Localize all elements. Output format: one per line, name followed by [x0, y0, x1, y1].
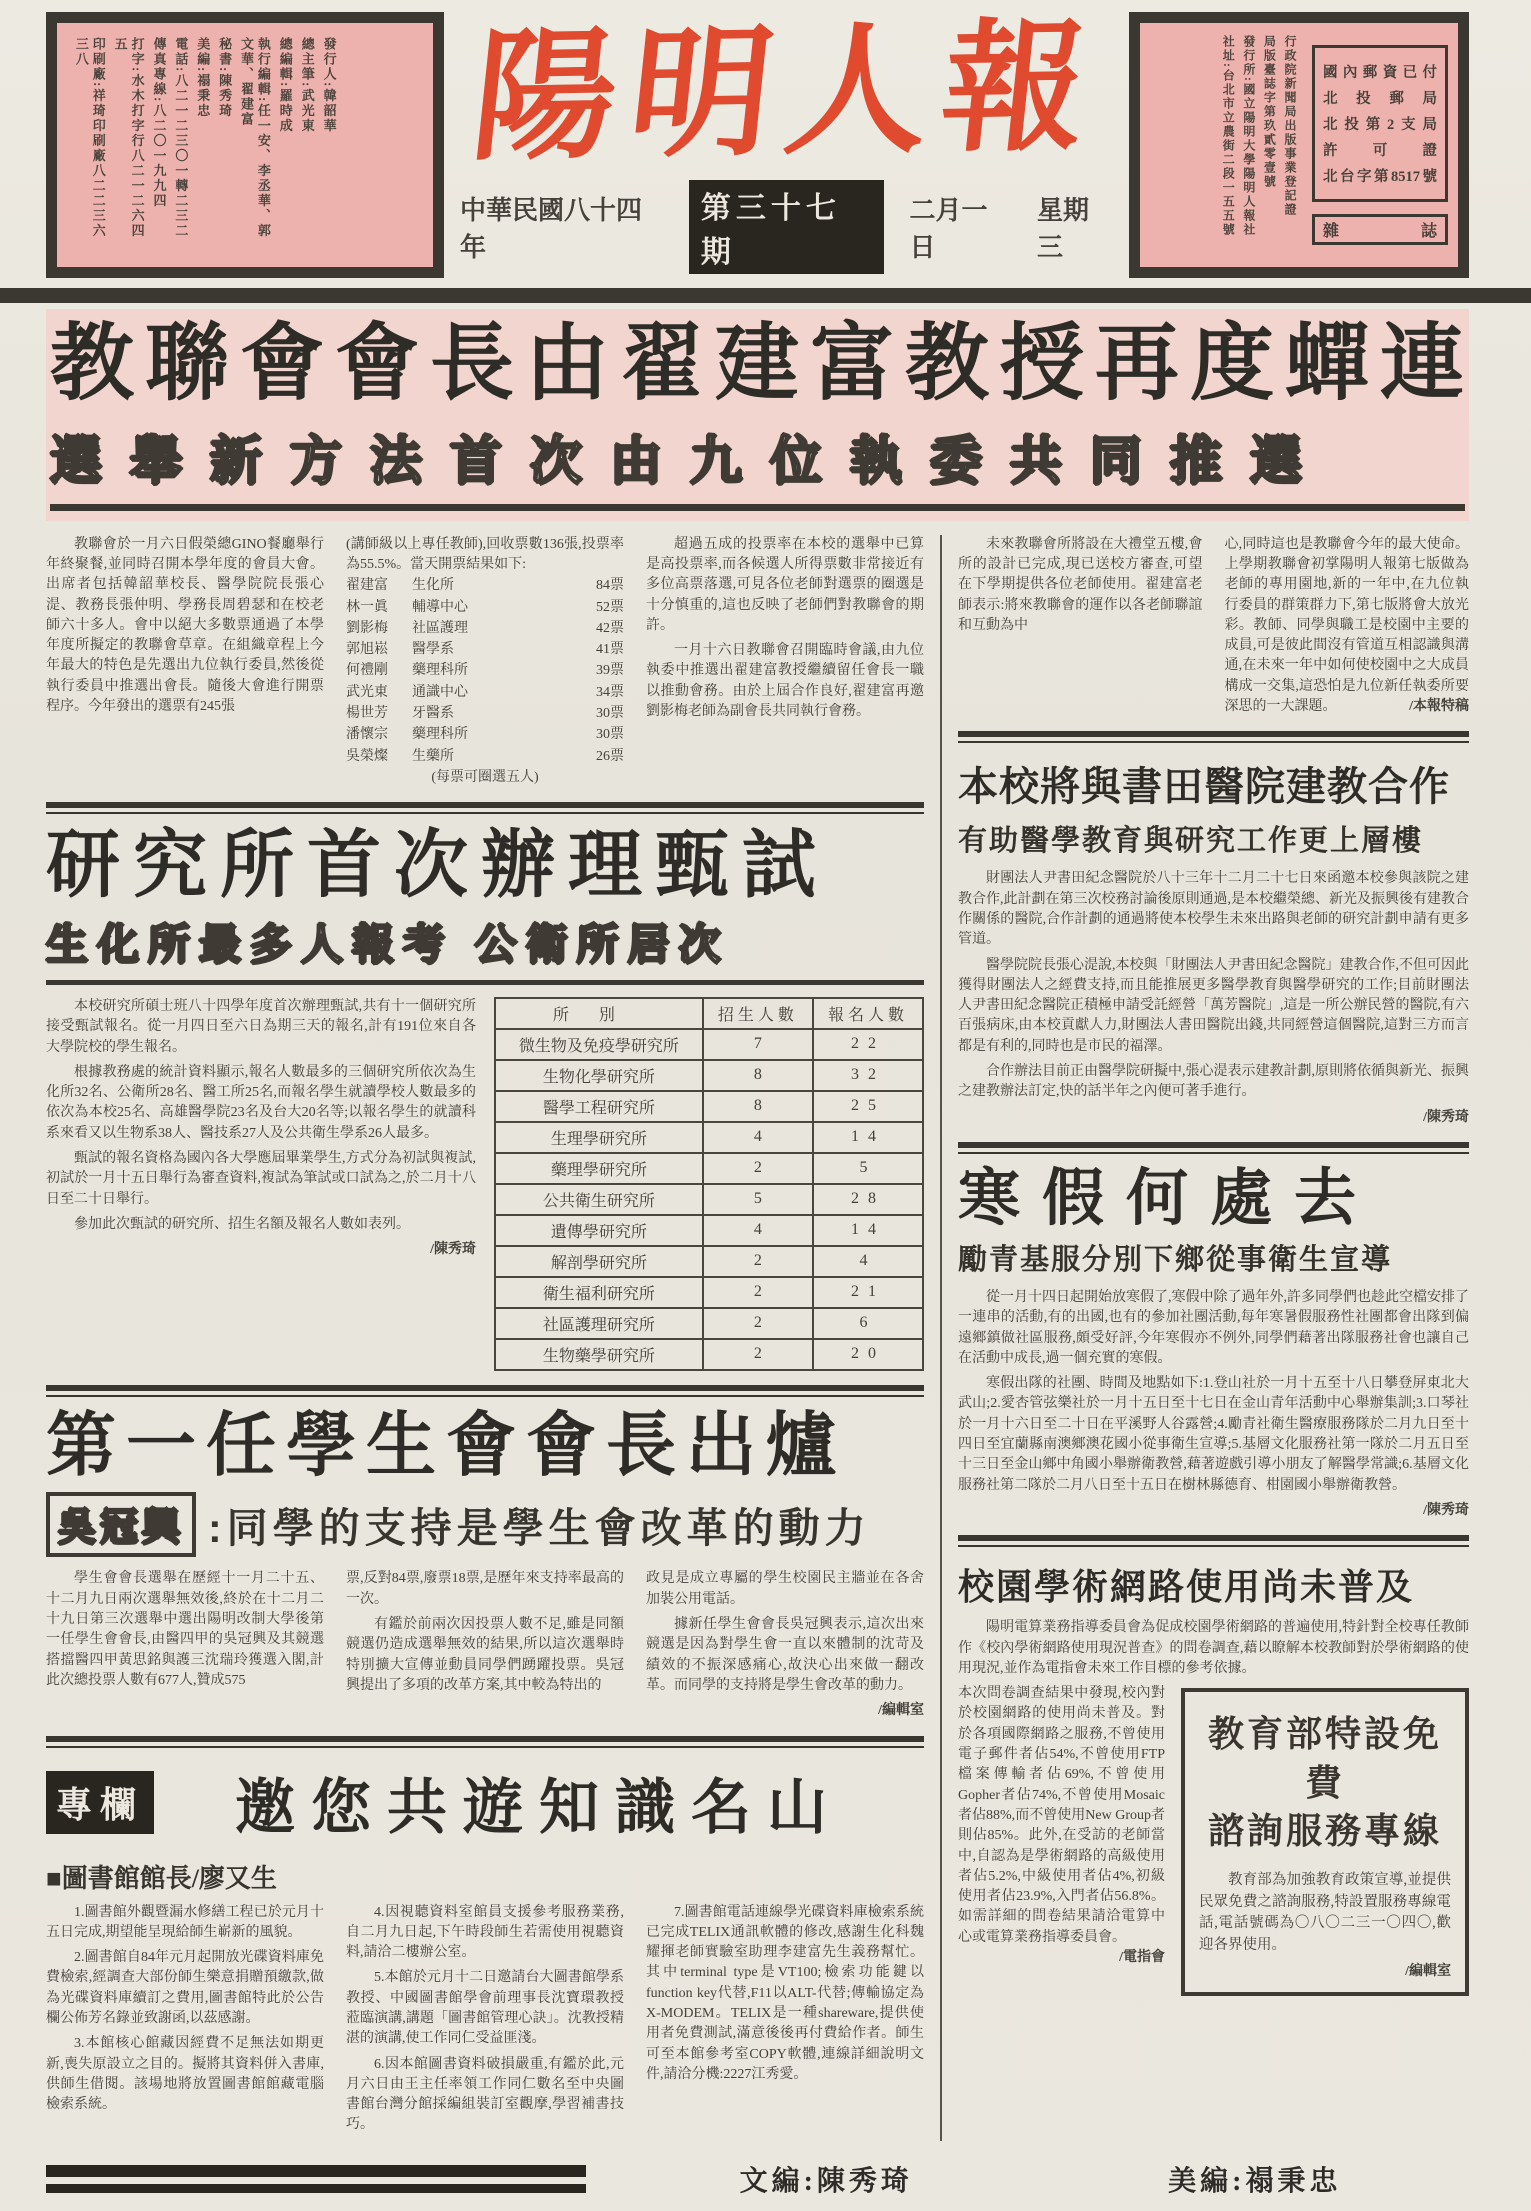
vote-row [346, 704, 624, 724]
column-label: 專欄 [46, 1771, 154, 1834]
article-2-headline: 研究所首次辦理甄試 [46, 823, 829, 907]
dept-cell: 微生物及免疫學研究所 [495, 1029, 703, 1060]
applicants-cell: 5 [813, 1153, 923, 1184]
candidate-votes: 84票 [596, 578, 624, 594]
article-4 [958, 1163, 1469, 1521]
applicants-cell: 28 [813, 1184, 923, 1215]
vote-row [346, 576, 624, 596]
article-6-body [958, 1618, 1469, 1979]
staff-entry: 美編:禢秉忠 [195, 37, 211, 119]
masthead [46, 8, 1469, 278]
byline: /本報特稿 [1409, 699, 1469, 715]
text-editor-credit: 文編:陳秀琦 [739, 2165, 913, 2197]
newspaper-title: 陽明人報 [465, 8, 1108, 178]
dept-cell: 生理學研究所 [495, 1122, 703, 1153]
column-body [46, 1903, 924, 2141]
article-5 [46, 1405, 924, 1722]
table-row [495, 1308, 923, 1339]
table-header-row [495, 998, 923, 1029]
masthead-center [460, 8, 1113, 278]
body-column: 學生會會長選舉在歷經十一月二十五、十二月九日兩次選舉無效後,終於在十二月二十九日第三次選舉中選出陽明改制大學後第一任學生會會長,由醫四甲的吳冠興及其競選搭擋醫四甲黃思銘與護三沈瑞玲獲選入閣,計此次總投票人數有677人,贊成575 [46, 1571, 324, 1688]
body-text: 根據教務處的統計資料顯示,報名人數最多的三個研究所依次為生化所32名、公衛所28名、醫工所25名,而報名學生就讀學校人數最多的依次為本校25名、高雄醫學院23名及台大20名等;以報名學生的就讀科系來看又以生物系38人、醫技系27人及公共衛生學系26人最多。 [46, 1064, 476, 1141]
byline: /電指會 [1119, 1950, 1165, 1966]
body-text: 政見是成立專屬的學生校園民主牆並在各舍加裝公用電話。 [646, 1571, 924, 1607]
admissions-table [494, 997, 924, 1371]
candidate-unit: 生化所 [412, 578, 454, 594]
dept-cell: 遺傳學研究所 [495, 1215, 703, 1246]
ad-body: 教育部為加強教育政策宣導,並提供民眾免費之諮詢服務,特設置服務專線電話,電話號碼為〇八〇二三一〇四〇,歡迎各界使用。 [1199, 1871, 1451, 1954]
column-header [46, 1760, 924, 1846]
vote-row [346, 747, 624, 767]
body-column [46, 1903, 324, 2141]
issue-badge: 第三十七期 [689, 180, 884, 274]
quota-cell: 4 [703, 1122, 813, 1153]
candidate-unit: 藥理科所 [412, 663, 468, 679]
table-row [495, 1246, 923, 1277]
candidate-unit: 社區護理 [412, 620, 468, 636]
right-region [940, 535, 1469, 2141]
left-region [46, 535, 940, 2141]
column-byline: ■圖書館館長/廖又生 [46, 1863, 277, 1893]
candidate-name: 翟建富 [346, 578, 388, 594]
article-3-headline: 本校將與書田醫院建教合作 [958, 765, 1450, 810]
vote-row [346, 725, 624, 745]
header-dept: 所別 [495, 998, 703, 1029]
candidate-unit: 通識中心 [412, 684, 468, 700]
article-1-body-tail [958, 535, 1469, 718]
section-rule [46, 802, 924, 814]
table-row [495, 1277, 923, 1308]
body-text: 陽明電算業務指導委員會為促成校園學術網路的普遍使用,特針對全校專任教師作《校內學術網路使用現況普查》的問卷調查,藉以瞭解本校教師對於學術網路的使用現況,並作為電指會未來工作目標的參考依據。 [958, 1620, 1469, 1676]
article-6-headline: 校園學術網路使用尚未普及 [958, 1566, 1415, 1608]
vote-list [346, 535, 624, 789]
body-text: 有鑑於前兩次因投票人數不足,雖是同額競選仍造成選舉無效的結果,所以這次選舉時特別擴大宣傳並動員同學們踴躍投票。吳冠興提出了多項的改革方案,其中較為特出的 [346, 1617, 624, 1693]
candidate-name: 潘懷宗 [346, 727, 388, 743]
header-quota: 招生人數 [703, 998, 813, 1029]
weekday: 星期三 [1036, 196, 1089, 262]
era-year: 中華民國八十四年 [460, 196, 643, 262]
staff-entry: 傳真專線:八二〇一九九四 [151, 37, 167, 209]
postal-permit [1312, 45, 1448, 202]
body-text: 7.圖書館電話連線學光碟資料庫檢索系統已完成TELIX通訊軟體的修改,感謝生化科魏耀揮老師實驗室助理李建富先生義務幫忙。其中terminal type是VT100;檢索功能鍵以function key代替,F11以ALT-代替;傳輸協定為X-MODEM。TELIX是一種shareware,提供使用者免費測試,滿意後後再付費給作者。師生可至本館參考室COPY軟體,連線詳細說明文件,請洽分機:2227江秀愛。 [646, 1904, 924, 2082]
applicants-cell: 21 [813, 1277, 923, 1308]
article-1-subhead: 選舉新方法首次由九位執委共同推選 [50, 419, 1465, 511]
quota-cell: 2 [703, 1277, 813, 1308]
library-column [46, 1760, 924, 2141]
applicants-cell: 4 [813, 1246, 923, 1277]
ad-title-line1: 教育部特設免費 [1207, 1714, 1442, 1803]
magazine-stamp-left: 雜 [1323, 223, 1340, 240]
body-column [346, 1903, 624, 2141]
dept-cell: 衛生福利研究所 [495, 1277, 703, 1308]
table-row [495, 1091, 923, 1122]
body-text: 超過五成的投票率在本校的選舉中已算是高投票率,而各候選人所得票數非常接近有多位高票落選,可見各位老師對選票的圈選是十分慎重的,這也反映了老師們對教聯會的期許。 [646, 536, 924, 633]
body-text: 2.圖書館自84年元月起開放光碟資料庫免費檢索,經調查大部份師生樂意捐贈預繳款,做為光碟資料庫續訂之費用,圖書館特此於公告欄公佈芳名錄並致謝函,以茲感謝。 [46, 1950, 324, 2026]
hotline-ad-box [1181, 1688, 1469, 1996]
president-name-box: 吳冠興 [46, 1492, 196, 1557]
body-text: 寒假出隊的社團、時間及地點如下:1.登山社於一月十五至十八日攀登屏東北大武山;2.愛杏管弦樂社於一月十五日至十七日在金山青年活動中心舉辦集訓;3.口琴社於一月十六日至二十日在平溪野人谷露營;4.勵青社衛生醫療服務隊於二月九日至十四日至宜蘭縣南澳鄉澳花國小從事衛生宣導;5.基層文化服務社第一隊於二月五日至十三日至金山鄉中角國小舉辦衛教營,藉著遊戲引導小朋友了解醫學常識;6.基層文化服務社第二隊於二月八日至十五日在樹林縣德育、柑園國小舉辦衛教營。 [958, 1376, 1469, 1493]
permit-line: 國內郵資已付 [1323, 65, 1437, 81]
quota-cell: 2 [703, 1339, 813, 1370]
candidate-votes: 30票 [596, 727, 624, 743]
quota-cell: 5 [703, 1184, 813, 1215]
ad-title-line2: 諮詢服務專線 [1207, 1811, 1442, 1852]
quota-cell: 2 [703, 1308, 813, 1339]
permit-line: 北投郵局 [1323, 91, 1437, 107]
body-text: 6.因本館圖書資料破損嚴重,有鑑於此,元月六日由王主任率領工作同仁數名至中央圖書館台灣分館採編組裝訂室觀摩,學習補書技巧。 [346, 2056, 624, 2133]
body-text: 本次問卷調查結果中發現,校內對於校園網路的使用尚未普及。對於各項國際網路之服務,不曾使用電子郵件者佔54%,不曾使用FTP檔案傳輸者佔69%,不曾使用Gopher者佔74%,不曾使用Mosaic者佔88%,而不曾使用New Group者則佔85%。此外,在受訪的老師當中,自認為是學術網路的高級使用者佔5.2%,中級使用者佔4%,初級使用者佔23.9%,入門者佔56.8%。如需詳細的問卷結果請洽電算中心或電算業務指導委員會。 [958, 1686, 1165, 1945]
stamp-column [1312, 35, 1448, 255]
body-text: 甄試的報名資格為國內各大學應屆畢業學生,方式分為初試與複試,初試於一月十五日舉行為審查資料,複試為筆試或口試為之,於二月十八日至二十日舉行。 [46, 1151, 476, 1207]
section-rule [46, 1736, 924, 1748]
masthead-rule [0, 288, 1531, 303]
table-row [495, 1122, 923, 1153]
permit-line: 許可證 [1323, 143, 1437, 159]
body-text: 心,同時這也是教聯會今年的最大使命。上學期教聯會初掌陽明人報第七版做為老師的專用園地,新的一年中,在九位執行委員的群策群力下,第七版將會大放光彩。教師、同學與職工是校園中主要的成員,可是彼此間沒有管道互相認識與溝通,在未來一年中如何使校園中之大成員構成一交集,這恐怕是九位新任執委所要深思的一大課題。 [1224, 536, 1469, 715]
body-text: 本校研究所碩士班八十四學年度首次辦理甄試,共有十一個研究所接受甄試報名。從一月四日至六日為期三天的報名,計有191位來自各大學院校的學生報名。 [46, 998, 476, 1055]
ad-byline: /編輯室 [1405, 1963, 1451, 1979]
staff-entry: 秘書:陳秀琦 [217, 37, 233, 119]
applicants-cell: 20 [813, 1339, 923, 1370]
table-row [495, 1153, 923, 1184]
body-text: 票,反對84票,廢票18票,是歷年來支持率最高的一次。 [346, 1571, 624, 1607]
article-2-subhead: 生化所最多人報考 公衛所居次 [46, 912, 924, 985]
footer-bar [46, 2165, 586, 2177]
article-3 [958, 755, 1469, 1128]
staff-entry: 執行編輯:任一安、李丞華、郭文華、翟建富 [239, 37, 271, 239]
vote-row [346, 598, 624, 618]
staff-entry: 電話:八二一二三〇一轉二三二 [173, 37, 189, 239]
staff-entry: 總編輯:羅時成 [277, 37, 293, 134]
header-applicants: 報名人數 [813, 998, 923, 1029]
magazine-stamp [1312, 214, 1448, 245]
candidate-name: 楊世芳 [346, 706, 388, 722]
candidate-name: 吳榮燦 [346, 748, 388, 764]
staff-entry: 發行人:韓韶華 [321, 37, 337, 134]
body-column [1225, 535, 1470, 718]
body-column [346, 1569, 624, 1721]
candidate-name: 何禮剛 [346, 663, 388, 679]
article-5-headline: 第一任學生會會長出爐 [46, 1405, 846, 1484]
quota-cell: 2 [703, 1153, 813, 1184]
section-rule [958, 1142, 1469, 1154]
body-column [46, 997, 476, 1371]
quota-cell: 2 [703, 1246, 813, 1277]
article-4-subhead: 勵青基服分別下鄉從事衛生宣導 [958, 1244, 1393, 1276]
candidate-votes: 34票 [596, 684, 624, 700]
body-text: 據新任學生會會長吳冠興表示,這次出來競選是因為對學生會一直以來體制的沈苛及績效的不振深感痛心,故決心出來做一翻改革。而同學的支持將是學生會改革的動力。 [646, 1617, 924, 1693]
article-2-body [46, 997, 924, 1371]
license-box [1129, 12, 1469, 278]
candidate-unit: 牙醫系 [412, 706, 454, 722]
vote-note: (每票可圈選五人) [431, 769, 539, 785]
article-1-body [46, 535, 924, 789]
article-5-subhead [46, 1492, 924, 1557]
candidate-name: 武光東 [346, 684, 388, 700]
candidate-unit: 藥理科所 [412, 727, 468, 743]
applicants-cell: 6 [813, 1308, 923, 1339]
license-entry: 局版臺誌字第玖貳零壹號 [1262, 35, 1277, 189]
body-text: 財團法人尹書田紀念醫院於八十三年十二月二十七日來函邀本校參與該院之建教合作,此計劃在第三次校務討論後原則通過,是本校繼榮總、新光及振興後有建教合作關係的醫院,合作計劃的通過將使本校學生未來出路與老師的研究計劃申請有更多管道。 [958, 871, 1469, 948]
table-row [495, 1339, 923, 1370]
staff-entry: 打字:水木打字行八二一二六四五 [112, 37, 145, 239]
quota-cell: 4 [703, 1215, 813, 1246]
article-6 [958, 1559, 1469, 1979]
footer [46, 2159, 1469, 2199]
applicants-cell: 14 [813, 1122, 923, 1153]
subhead-quote: :同學的支持是學生會改革的動力 [208, 1505, 871, 1552]
byline: /編輯室 [878, 1703, 924, 1719]
table-row [495, 1029, 923, 1060]
staff-entry: 印刷廠:祥琦印刷廠八二二三六三八 [73, 37, 106, 239]
applicants-cell: 32 [813, 1060, 923, 1091]
magazine-stamp-right: 誌 [1420, 223, 1437, 240]
license-entry: 社址:台北市立農街二段一五五號 [1221, 35, 1236, 237]
candidate-votes: 42票 [596, 620, 624, 636]
dept-cell: 社區護理研究所 [495, 1308, 703, 1339]
permit-line: 北台字第8517號 [1323, 169, 1437, 185]
body-column: 教聯會於一月六日假榮總GINO餐廳舉行年終聚餐,並同時召開本學年度的會員大會。出席者包括韓韶華校長、醫學院院長張心湜、教務長張仲明、學務長周碧瑟和在校老師六十多人。會中以絕大多數票通過了本學年度所擬定的教聯會草章。在組織章程上今年最大的特色是先選出九位執行委員,然後從執行委員中推選出會長。隨後大會進行開票程序。今年發出的選票有245張 [46, 536, 324, 715]
body-column [646, 1903, 924, 2141]
footer-bar [46, 2184, 586, 2193]
applicants-cell: 25 [813, 1091, 923, 1122]
vote-intro: (講師級以上專任教師),回收票數136張,投票率為55.5%。當天開票結果如下: [346, 536, 624, 572]
body-text: 4.因視聽資料室館員支援參考服務業務,自二月九日起,下午時段師生若需使用視聽資料,請洽二樓辦公室。 [346, 1904, 624, 1961]
article-6-wrap [958, 1684, 1469, 1979]
ad-title [1199, 1710, 1451, 1856]
candidate-unit: 醫學系 [412, 642, 454, 658]
license-list [1150, 35, 1302, 255]
table-row [495, 1215, 923, 1246]
candidate-votes: 30票 [596, 706, 624, 722]
candidate-name: 劉影梅 [346, 620, 388, 636]
byline: /陳秀琦 [1423, 1109, 1469, 1125]
art-editor-credit: 美編:禢秉忠 [1168, 2165, 1342, 2197]
table-row [495, 1184, 923, 1215]
dept-cell: 生物化學研究所 [495, 1060, 703, 1091]
dateline [460, 180, 1113, 274]
article-4-headline: 寒假何處去 [958, 1163, 1379, 1233]
applicants-cell: 14 [813, 1215, 923, 1246]
quota-cell: 8 [703, 1091, 813, 1122]
body-column [646, 535, 924, 789]
license-entry: 行政院新聞局出版事業登記證 [1283, 35, 1297, 217]
candidate-name: 林一眞 [346, 599, 388, 615]
vote-row [346, 661, 624, 681]
dept-cell: 藥理學研究所 [495, 1153, 703, 1184]
license-entry: 發行所:國立陽明大學陽明人報社 [1241, 35, 1256, 237]
candidate-votes: 52票 [596, 599, 624, 615]
candidate-votes: 26票 [596, 748, 624, 764]
vote-row [346, 640, 624, 660]
staff-box [46, 12, 444, 278]
section-rule [958, 731, 1469, 743]
issue-date: 二月一日 [909, 196, 988, 262]
permit-line: 北投第2支局 [1323, 117, 1437, 133]
main-body [46, 535, 1469, 2141]
body-text: 合作辦法目前正由醫學院研擬中,張心湜表示建教計劃,原則將依循與新光、振興之建教辦法訂定,快的話半年之內便可著手進行。 [958, 1064, 1469, 1100]
section-rule [958, 1535, 1469, 1547]
body-text: 5.本館於元月十二日邀請台大圖書館學系教授、中國圖書館學會前理事長沈寶環教授蒞臨演講,講題「圖書館管理心訣」。沈教授精湛的演講,使工作同仁受益匪淺。 [346, 1970, 624, 2047]
candidate-votes: 39票 [596, 663, 624, 679]
article-1-headline: 教聯會會長由翟建富教授再度蟬連 [50, 316, 1476, 410]
footer-bars [46, 2165, 586, 2193]
article-3-subhead: 有助醫學教育與研究工作更上層樓 [958, 825, 1424, 858]
body-column: 未來教聯會所將設在大禮堂五樓,會所的設計已完成,現已送校方審查,可望在下學期提供各位老師使用。翟建富老師表示:將來教聯會的運作以各老師聯誼和互動為中 [958, 536, 1203, 633]
vote-row [346, 683, 624, 703]
column-headline: 邀您共遊知識名山 [235, 1773, 843, 1841]
article-3-body [958, 869, 1469, 1128]
article-2 [46, 823, 924, 1371]
candidate-unit: 輔導中心 [412, 599, 468, 615]
candidate-unit: 生藥所 [412, 748, 454, 764]
dept-cell: 公共衛生研究所 [495, 1184, 703, 1215]
body-text: 參加此次甄試的研究所、招生名額及報名人數如表列。 [74, 1216, 410, 1232]
footer-credits [612, 2159, 1469, 2199]
admissions-table-wrap [494, 997, 924, 1371]
article-1-header [46, 309, 1476, 521]
body-text: 一月十六日教聯會召開臨時會議,由九位執委中推選出翟建富教授繼續留任會長一職以推動會務。由於上屆合作良好,翟建富再邀劉影梅老師為副會長共同執行會務。 [646, 643, 924, 720]
body-text: 醫學院院長張心湜說,本校與「財團法人尹書田紀念醫院」建教合作,不但可因此獲得財團法人之經費支持,而且能推展更多醫學教育與醫學研究的工作;目前財團法人尹書田紀念醫院正積極申請受託經營「萬芳醫院」,這是一所公辦民營的醫院,有六百張病床,由本校貢獻人力,財團法人書田醫院出錢,共同經營這個醫院,這對三方而言都是有利的,同時也是市民的福澤。 [958, 957, 1469, 1054]
vote-row [346, 619, 624, 639]
body-text: 從一月十四日起開始放寒假了,寒假中除了過年外,許多同學們也趁此空檔安排了一連串的活動,有的出國,也有的參加社團活動,每年寒暑假服務性社團都會出隊到偏遠鄉鎮做社區服務,頗受好評,今年寒假亦不例外,同學們藉著出隊服務社會也讓自己在活動中成長,過一個充實的寒假。 [958, 1290, 1469, 1366]
body-column [646, 1569, 924, 1721]
staff-list [67, 37, 342, 253]
dept-cell: 醫學工程研究所 [495, 1091, 703, 1122]
candidate-name: 郭旭崧 [346, 642, 388, 658]
applicants-cell: 22 [813, 1029, 923, 1060]
quota-cell: 7 [703, 1029, 813, 1060]
byline: /陳秀琦 [430, 1242, 476, 1258]
section-rule [46, 1385, 924, 1397]
staff-entry: 總主筆:武光東 [299, 37, 315, 134]
table-row [495, 1060, 923, 1091]
body-text: 3.本館核心館藏因經費不足無法如期更新,喪失原設立之目的。擬將其資料併入書庫,供師生借閱。該場地將放置圖書館館藏電腦檢索系統。 [46, 2036, 324, 2113]
candidate-votes: 41票 [596, 642, 624, 658]
article-5-body [46, 1569, 924, 1721]
dept-cell: 解剖學研究所 [495, 1246, 703, 1277]
byline: /陳秀琦 [1423, 1502, 1469, 1518]
dept-cell: 生物藥學研究所 [495, 1339, 703, 1370]
body-text: 1.圖書館外觀暨漏水修繕工程已於元月十五日完成,期望能呈現給師生嶄新的風貌。 [46, 1904, 324, 1940]
article-4-body [958, 1288, 1469, 1521]
quota-cell: 8 [703, 1060, 813, 1091]
